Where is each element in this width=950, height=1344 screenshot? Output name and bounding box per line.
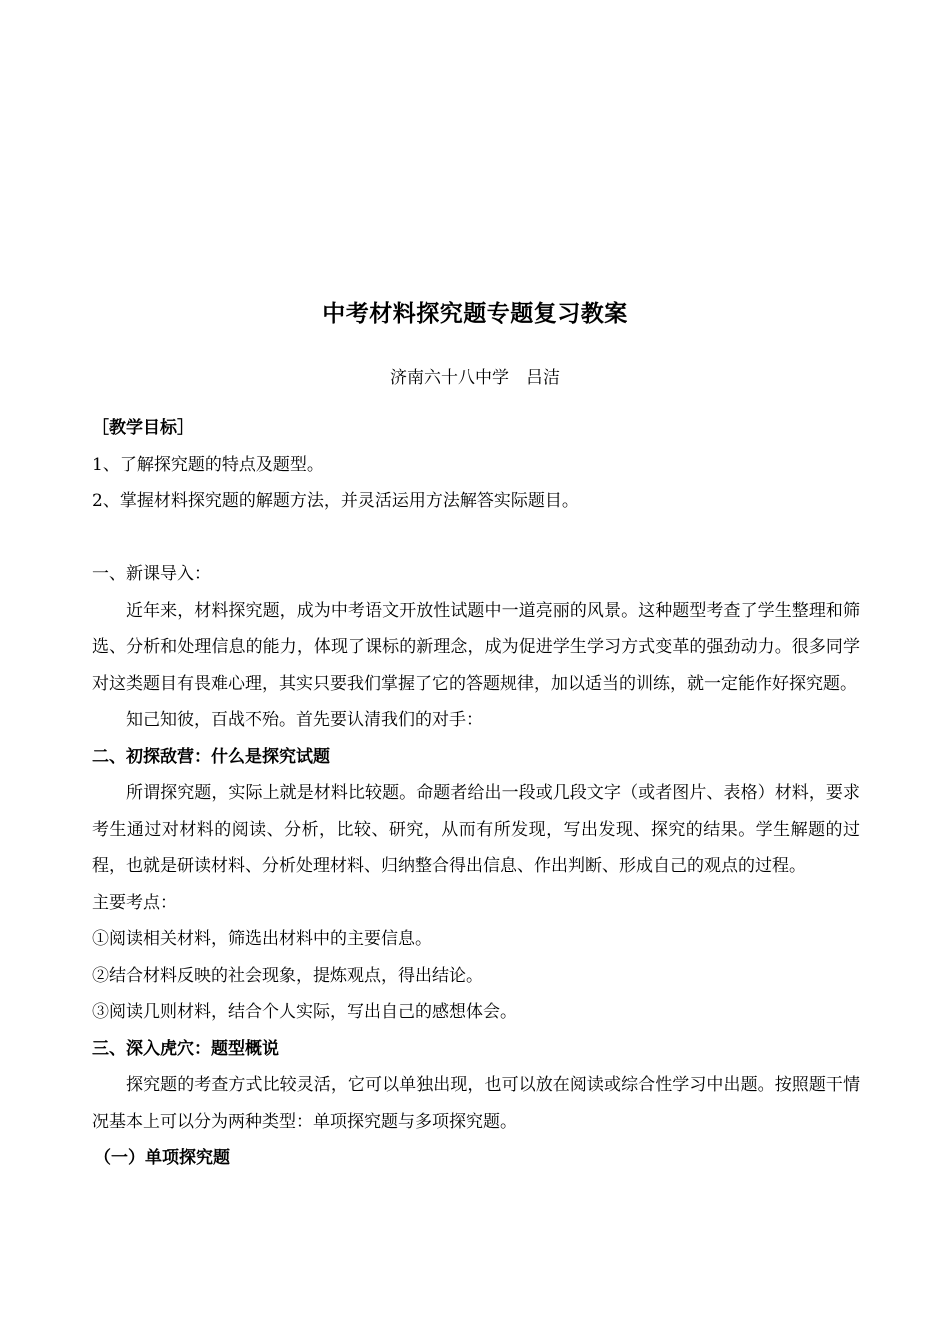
blank-line	[92, 520, 860, 557]
document-title: 中考材料探究题专题复习教案	[322, 300, 628, 327]
section3-subheading: （一）单项探究题	[94, 1148, 230, 1168]
objectives-heading: ［教学目标］	[92, 418, 194, 438]
section3-heading: 三、深入虎穴：题型概说	[92, 1038, 279, 1059]
section1-paragraph-1: 近年来，材料探究题，成为中考语文开放性试题中一道亮丽的风景。这种题型考查了学生整理和筛选、分析和处理信息的能力，体现了课标的新理念，成为促进学生学习方式变革的强劲动力。很多同学对这类题目有畏难心理，其实只要我们掌握了它的答题规律，加以适当的训练，就一定能作好探究题。	[92, 600, 860, 694]
section1-paragraph-2: 知己知彼，百战不殆。首先要认清我们的对手：	[126, 710, 483, 730]
objective-item-2: 2、掌握材料探究题的解题方法，并灵活运用方法解答实际题目。	[92, 491, 579, 511]
key-point-1: ①阅读相关材料，筛选出材料中的主要信息。	[92, 929, 432, 949]
key-point-3: ③阅读几则材料，结合个人实际，写出自己的感想体会。	[92, 1002, 517, 1022]
objective-item-1: 1、了解探究题的特点及题型。	[92, 454, 324, 475]
section1-heading: 一、新课导入：	[92, 564, 211, 584]
document-body	[92, 410, 860, 1177]
section2-paragraph: 所谓探究题，实际上就是材料比较题。命题者给出一段或几段文字（或者图片、表格）材料，要求考生通过对材料的阅读、分析，比较、研究，从而有所发现，写出发现、探究的结果。学生解题的过程，也就是研读材料、分析处理材料、归纳整合得出信息、作出判断、形成自己的观点的过程。	[92, 783, 860, 876]
author-line: 济南六十八中学 吕洁	[390, 368, 560, 388]
section2-heading: 二、初探敌营：什么是探究试题	[92, 746, 330, 767]
key-point-2: ②结合材料反映的社会现象，提炼观点，得出结论。	[92, 965, 483, 986]
key-points-label: 主要考点：	[92, 892, 177, 913]
section3-paragraph: 探究题的考查方式比较灵活，它可以单独出现，也可以放在阅读或综合性学习中出题。按照题干情况基本上可以分为两种类型：单项探究题与多项探究题。	[92, 1075, 860, 1132]
